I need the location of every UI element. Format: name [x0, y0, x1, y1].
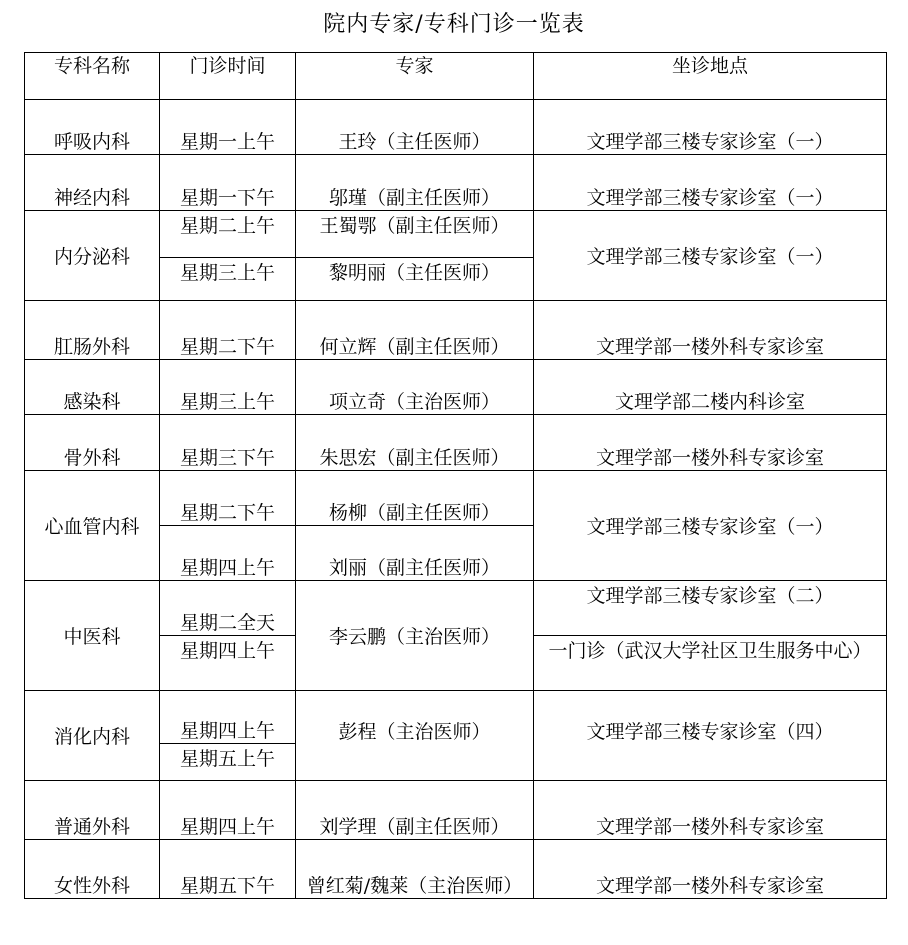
cell-location: 文理学部三楼专家诊室（一）	[534, 100, 887, 155]
cell-dept: 感染科	[25, 360, 160, 415]
cell-dept: 呼吸内科	[25, 100, 160, 155]
cell-dept: 骨外科	[25, 415, 160, 471]
cell-expert: 刘学理（副主任医师）	[296, 781, 534, 840]
page-title: 院内专家/专科门诊一览表	[323, 12, 585, 37]
cell-dept: 神经内科	[25, 155, 160, 211]
cell-dept: 中医科	[25, 581, 160, 691]
cell-time: 星期三上午	[160, 258, 296, 301]
cell-dept: 心血管内科	[25, 471, 160, 581]
cell-expert: 曾红菊/魏莱（主治医师）	[296, 840, 534, 899]
cell-expert: 邬瑾（副主任医师）	[296, 155, 534, 211]
cell-dept: 女性外科	[25, 840, 160, 899]
table-row	[25, 155, 887, 211]
table-row	[25, 100, 887, 155]
table-row	[25, 781, 887, 840]
cell-expert: 朱思宏（副主任医师）	[296, 415, 534, 471]
cell-time: 星期三上午	[160, 360, 296, 415]
cell-location: 文理学部三楼专家诊室（二）	[534, 581, 887, 636]
cell-time: 星期一上午	[160, 100, 296, 155]
cell-location: 一门诊（武汉大学社区卫生服务中心）	[534, 636, 887, 691]
cell-expert: 杨柳（副主任医师）	[296, 471, 534, 526]
table-header-row	[25, 53, 887, 100]
cell-time: 星期三下午	[160, 415, 296, 471]
cell-expert: 王蜀鄂（副主任医师）	[296, 211, 534, 258]
cell-location: 文理学部一楼外科专家诊室	[534, 840, 887, 899]
cell-location: 文理学部三楼专家诊室（一）	[534, 471, 887, 581]
cell-expert: 彭程（主治医师）	[296, 691, 534, 781]
table-row	[25, 415, 887, 471]
cell-time: 星期五下午	[160, 840, 296, 899]
cell-dept: 内分泌科	[25, 211, 160, 301]
cell-expert: 李云鹏（主治医师）	[296, 581, 534, 691]
cell-time: 星期二下午	[160, 301, 296, 360]
cell-location: 文理学部一楼外科专家诊室	[534, 781, 887, 840]
header-dept: 专科名称	[25, 53, 160, 100]
cell-time: 星期四上午	[160, 526, 296, 581]
table-row	[25, 301, 887, 360]
cell-dept: 肛肠外科	[25, 301, 160, 360]
cell-time: 星期五上午	[160, 744, 296, 781]
cell-time: 星期二全天	[160, 581, 296, 636]
header-expert: 专家	[296, 53, 534, 100]
table-row	[25, 471, 887, 526]
cell-time: 星期二下午	[160, 471, 296, 526]
cell-time: 星期四上午	[160, 636, 296, 691]
cell-time: 星期四上午	[160, 781, 296, 840]
cell-location: 文理学部一楼外科专家诊室	[534, 415, 887, 471]
header-location: 坐诊地点	[534, 53, 887, 100]
cell-dept: 普通外科	[25, 781, 160, 840]
cell-expert: 王玲（主任医师）	[296, 100, 534, 155]
cell-expert: 项立奇（主治医师）	[296, 360, 534, 415]
cell-location: 文理学部二楼内科诊室	[534, 360, 887, 415]
header-time: 门诊时间	[160, 53, 296, 100]
table-row	[25, 581, 887, 636]
cell-time: 星期二上午	[160, 211, 296, 258]
clinic-schedule-table	[24, 52, 887, 899]
cell-dept: 消化内科	[25, 691, 160, 781]
table-row	[25, 360, 887, 415]
cell-expert: 何立辉（副主任医师）	[296, 301, 534, 360]
cell-time: 星期四上午	[160, 691, 296, 744]
cell-expert: 黎明丽（主任医师）	[296, 258, 534, 301]
cell-location: 文理学部一楼外科专家诊室	[534, 301, 887, 360]
cell-expert: 刘丽（副主任医师）	[296, 526, 534, 581]
table-row	[25, 840, 887, 899]
cell-location: 文理学部三楼专家诊室（四）	[534, 691, 887, 781]
cell-time: 星期一下午	[160, 155, 296, 211]
cell-location: 文理学部三楼专家诊室（一）	[534, 211, 887, 301]
cell-location: 文理学部三楼专家诊室（一）	[534, 155, 887, 211]
table-row	[25, 211, 887, 258]
table-row	[25, 691, 887, 744]
